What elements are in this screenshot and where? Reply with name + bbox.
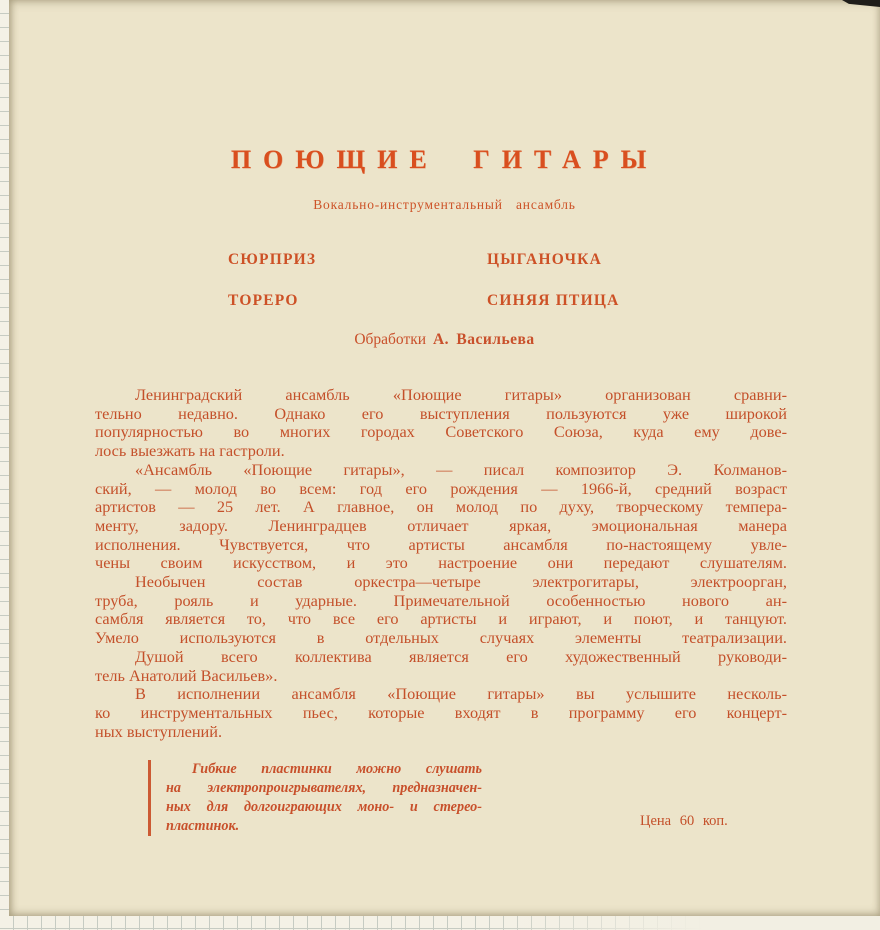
flexi-disc-playback-note xyxy=(148,760,482,836)
track-list xyxy=(228,251,619,310)
liner-line: ко инструментальных пьес, которые входят в программу его концерт- xyxy=(95,702,787,722)
record-sleeve xyxy=(9,0,880,916)
liner-line: Необычен состав оркестра—четыре электрогитары, электроорган, xyxy=(135,572,787,592)
liner-line: чены своим искусством, и это настроение они передают слушателям. xyxy=(95,553,787,573)
arranger-name: А. Васильева xyxy=(432,331,535,348)
ensemble-title: ПОЮЩИЕ ГИТАРЫ xyxy=(230,145,659,174)
liner-line: артистов — 25 лет. А главное, он молод по духу, творческому темпера- xyxy=(95,497,787,517)
price-label: Цена 60 коп. xyxy=(640,813,728,829)
liner-line: ский, — молод во всем: год его рождения — 1966-й, средний возраст xyxy=(95,478,787,498)
note-line: ных для долгоиграющих моно- и стерео- xyxy=(166,799,482,815)
liner-line: «Ансамбль «Поющие гитары», — писал композитор Э. Колманов- xyxy=(135,459,787,479)
liner-line: самбля является то, что все его артисты и играют, и поют, и танцуют. xyxy=(95,609,787,629)
note-line: Гибкие пластинки можно слушать xyxy=(192,761,482,777)
scan-corner-shadow xyxy=(842,0,880,7)
arranger-credit-prefix: Обработки xyxy=(354,331,427,348)
liner-line: тельно недавно. Однако его выступления пользуются уже широкой xyxy=(95,403,787,423)
liner-paragraph xyxy=(95,461,787,573)
liner-notes xyxy=(95,386,787,741)
liner-line: ных выступлений. xyxy=(95,721,223,741)
graph-paper-fade xyxy=(0,915,880,930)
track-item: ЦЫГАНОЧКА xyxy=(487,251,602,268)
liner-line: Умело используются в отдельных случаях элементы театрализации. xyxy=(95,628,787,648)
track-item: СИНЯЯ ПТИЦА xyxy=(487,292,620,309)
ensemble-subtitle: Вокально-инструментальный ансамбль xyxy=(313,197,576,212)
track-item: СЮРПРИЗ xyxy=(228,251,317,268)
liner-line: лось выезжать на гастроли. xyxy=(95,441,285,461)
liner-paragraph xyxy=(95,386,787,461)
track-item: ТОРЕРО xyxy=(228,292,299,309)
liner-line: менту, задору. Ленинградцев отличает яркая, эмоциональная манера xyxy=(95,515,787,535)
arranger-credit xyxy=(9,331,880,349)
note-line: на электропроигрывателях, предназначен- xyxy=(166,780,482,796)
liner-line: Душой всего коллектива является его художественный руководи- xyxy=(135,646,787,666)
liner-paragraph xyxy=(95,573,787,648)
liner-paragraph xyxy=(95,648,787,685)
liner-line: труба, рояль и ударные. Примечательной особенностью нового ан- xyxy=(95,590,787,610)
liner-line: В исполнении ансамбля «Поющие гитары» вы услышите несколь- xyxy=(135,684,787,704)
liner-paragraph xyxy=(95,685,787,741)
liner-line: популярностью во многих городах Советского Союза, куда ему дове- xyxy=(95,422,787,442)
liner-line: тель Анатолий Васильев». xyxy=(95,665,278,685)
liner-line: Ленинградский ансамбль «Поющие гитары» организован сравни- xyxy=(135,385,787,404)
liner-line: исполнения. Чувствуется, что артисты ансамбля по-настоящему увле- xyxy=(95,534,787,554)
note-line: пластинок. xyxy=(166,818,240,834)
